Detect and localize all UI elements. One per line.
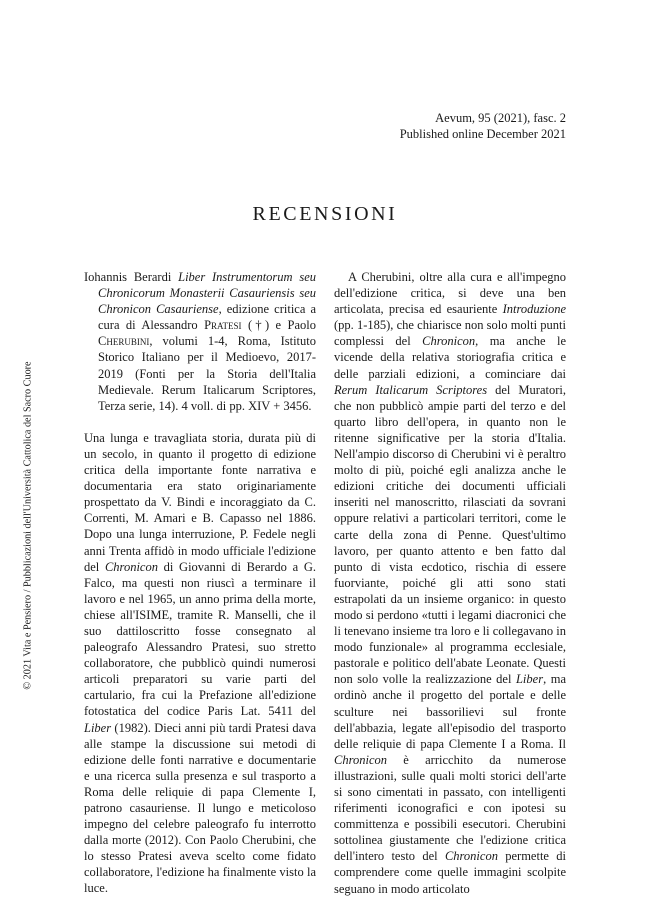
publication-date: Published online December 2021 [399, 127, 566, 141]
text-run: (1982). Dieci anni più tardi Pratesi dava alle stampe la discussione sui metodi di edizione delle fonti narrative e documentarie e una ricerca sulla presenza e sul trasporto a Roma delle reliquie di papa Clemente I, patrono casauriense. Il lungo e meticoloso impegno del celebre paleografo fu interrotto dalla morte (2012). Con Paolo Cherubini, che lo stesso Pratesi aveva scelto come fidato collaboratore, l'edizione ha finalmente visto la luce. [84, 720, 316, 896]
text-run: di Giovanni di Berardo a G. Falco, ma questi non riuscì a terminare il lavoro e nel 1965, un anno prima della morte, chiese all'ISIME, tramite R. Manselli, che il suo dattiloscritto fosse consegnato al paleografo Alessandro Pratesi, suo stretto collaboratore, che pubblicò quindi numerosi articoli preparatori su varie parti del cartulario, fra cui la Prefazione all'edizione fotostatica del codice Paris Lat. 5411 del [84, 559, 316, 719]
text-run: , ma anche le vicende della relativa storiografia critica e delle parziali edizioni, a cominciare dai [334, 334, 567, 381]
bib-title: Liber Instrumentorum seu Chronicorum Monasterii Casauriensis seu Chronicon Casauriense [98, 270, 317, 317]
text-run: permette di comprendere come quelle immagini scolpite seguano in modo articolato [334, 849, 566, 896]
review-paragraph-2 [334, 269, 566, 897]
copyright-side-note: © 2021 Vita e Pensiero / Pubblicazioni dell'Università Cattolica del Sacro Cuore [22, 361, 34, 690]
text-run: (pp. 1-185), che chiarisce non solo molti punti complessi del [334, 318, 566, 349]
journal-citation: Aevum, 95 (2021), fasc. 2 [435, 111, 566, 125]
italic-term: Chronicon [104, 559, 158, 574]
text-run: del Muratori, che non pubblicò ampie parti del terzo e del quarto libro dell'opera, in quanto non le ritenne significative per la storia d'Italia. Nell'ampio discorso di Cherubini vi è peraltro molto di più, poiché egli analizza anche le edizioni critiche dei documenti ufficiali inseriti nel manoscritto, rilasciati da sovrani oppure relativi a particolari territori, come le carte della zona di Penne. Quest'ultimo lavoro, per quanto attento e ben fatto dal punto di vista ecdotico, rischia di essere fuorviante, poiché gli atti sono stati estrapolati da un insieme organico: in questo modo si perdono «tutti i legami diacronici che li tenevano insieme tra loro e li collegavano in modo funzionale» al programma ecclesiale, pastorale e politico dell'abate Leonate. Questi non solo volle la realizzazione del [334, 382, 566, 687]
review-paragraph-1 [84, 430, 316, 897]
text-run: è arricchito da numerose illustrazioni, sulle quali molti storici dell'arte si sono cimentati in passato, con intelligenti riferimenti iconografici e con ipotesi su committenza e possibili esecutori. Cherubini sottolinea giustamente che l'edizione critica dell'intero testo del [334, 752, 566, 864]
italic-term: Chronicon [334, 752, 388, 767]
text-run: A Cherubini, oltre alla cura e all'impegno dell'edizione critica, si deve una ben articolata, precisa ed esauriente [334, 270, 566, 317]
bib-author: Iohannis Berardi [84, 270, 172, 284]
bib-editor-2: Cherubini [98, 334, 150, 349]
italic-term: Liber [84, 720, 112, 735]
bibliographic-entry [84, 269, 316, 414]
right-column [334, 269, 566, 897]
italic-term: Chronicon [422, 334, 476, 349]
bib-editor-1: Pratesi [204, 318, 242, 333]
text-run: , ma ordinò anche il progetto del portale e delle sculture nei bassorilievi sul fronte dell'abbazia, legate all'episodio del trasporto delle reliquie di papa Clemente I a Roma. Il [334, 672, 566, 751]
italic-term: Rerum Italicarum Scriptores [334, 382, 488, 397]
text-run: Una lunga e travagliata storia, durata più di un secolo, in quanto il progetto di edizione critica della importante fonte narrativa e documentaria era stato originariamente prospettato da V. Bindi e incoraggiato da C. Correnti, M. Amari e B. Capasso nel 1886. Dopo una lunga interruzione, P. Fedele negli anni Trenta affidò in modo ufficiale l'edizione del [84, 430, 316, 574]
bib-mid: (†) e Paolo [241, 318, 316, 333]
bib-edition: , edizione critica a cura di Alessandro [98, 302, 316, 333]
italic-term: Introduzione [502, 302, 566, 317]
bib-details: , volumi 1-4, Roma, Istituto Storico Italiano per il Medioevo, 2017-2019 (Fonti per la Storia dell'Italia Medievale. Rerum Italicarum Scriptores, Terza serie, 14). 4 voll. di pp. XIV + 3456. [98, 334, 316, 413]
italic-term: Liber [515, 672, 544, 687]
journal-meta [400, 110, 566, 142]
left-column [84, 269, 316, 897]
italic-term: Chronicon [444, 849, 498, 864]
section-title: RECENSIONI [252, 203, 398, 225]
